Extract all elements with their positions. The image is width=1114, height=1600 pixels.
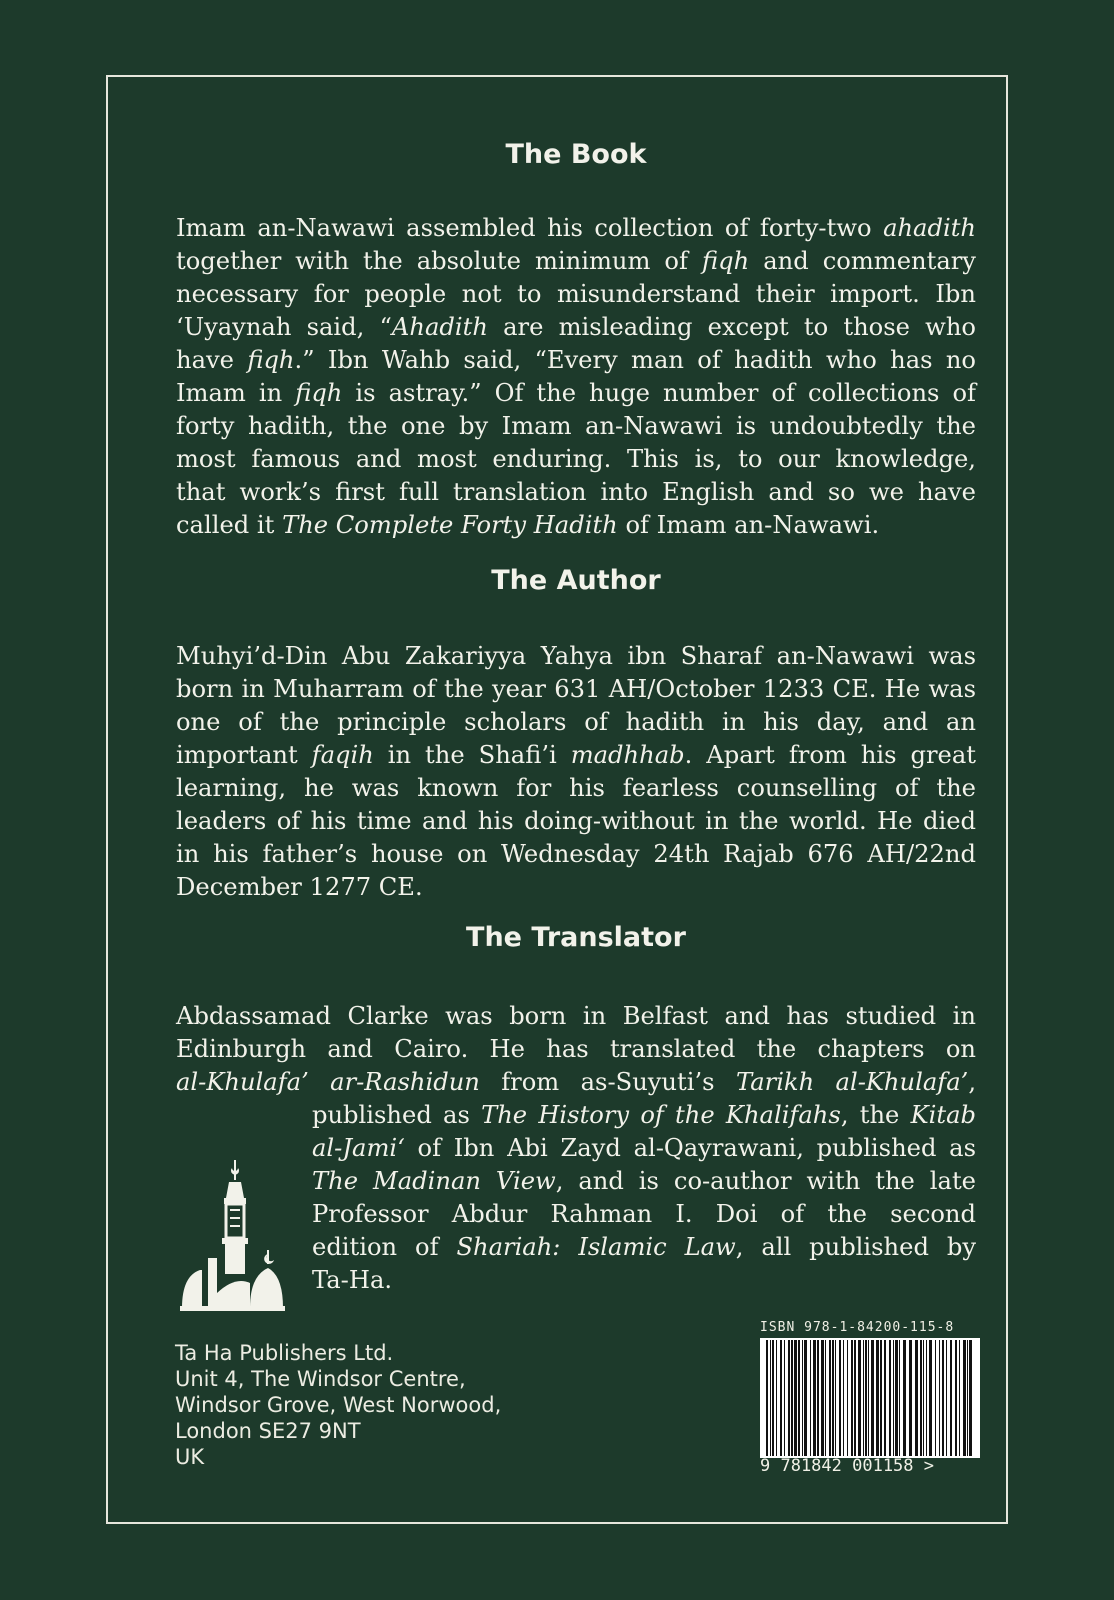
barcode-icon (760, 1338, 980, 1458)
barcode-bar (813, 1340, 816, 1456)
barcode-bar (903, 1340, 906, 1456)
barcode-bar (946, 1340, 947, 1456)
address-line: UK (175, 1445, 205, 1469)
barcode-bar (893, 1340, 894, 1456)
barcode-bar (923, 1340, 924, 1456)
barcode-bar (929, 1340, 932, 1456)
paragraph-line: Edinburgh and Cairo. He has translated the chapters on (176, 1035, 976, 1063)
barcode-bar (950, 1340, 952, 1456)
barcode-bar (839, 1340, 841, 1456)
italic-term: The Madinan View (312, 1167, 556, 1195)
italic-term: fiqh (701, 247, 750, 275)
address-line: Ta Ha Publishers Ltd. (175, 1341, 394, 1365)
barcode-bar (766, 1340, 768, 1456)
barcode-bar (843, 1340, 844, 1456)
address-line: Unit 4, The Windsor Centre, (175, 1367, 466, 1391)
barcode-bar (920, 1340, 922, 1456)
italic-term: fiqh (295, 379, 343, 407)
barcode-bar (955, 1340, 957, 1456)
barcode-bar (832, 1340, 834, 1456)
paragraph-line: together with the absolute minimum of fiqh and commentary (176, 247, 976, 275)
barcode-bar (909, 1340, 912, 1456)
paragraph-line: in his father’s house on Wednesday 24th Rajab 676 AH/22nd (176, 840, 976, 868)
heading-the-author: The Author (491, 565, 661, 596)
barcode-bar (942, 1340, 944, 1456)
paragraph-line: that work’s first full translation into English and so we have (176, 478, 976, 506)
minaret-publisher-logo-icon (180, 1158, 285, 1313)
barcode-bar (784, 1340, 785, 1456)
paragraph-line: al-Jami‘ of Ibn Abi Zayd al-Qayrawani, published as (312, 1134, 976, 1162)
barcode-bar (880, 1340, 882, 1456)
paragraph-line: The Madinan View, and is co-author with the late (312, 1167, 976, 1195)
paragraph-line: one of the principle scholars of hadith in his day, and an (176, 708, 976, 736)
italic-term: Tarikh al-Khulafa’ (735, 1068, 969, 1096)
barcode-bar (895, 1340, 898, 1456)
paragraph-line: most famous and most enduring. This is, to our knowledge, (176, 445, 976, 473)
paragraph-line: edition of Shariah: Islamic Law, all published by (312, 1233, 976, 1261)
barcode-bar (810, 1340, 811, 1456)
paragraph-line: necessary for people not to misunderstand their import. Ibn (176, 280, 976, 308)
paragraph-line: learning, he was known for his fearless counselling of the (176, 774, 976, 802)
publisher-address (175, 1340, 501, 1470)
paragraph-line: forty hadith, the one by Imam an-Nawawi is undoubtedly the (176, 412, 976, 440)
barcode-block (760, 1320, 980, 1480)
italic-term: Ahadith (391, 313, 488, 341)
paragraph-line: have fiqh.” Ibn Wahb said, “Every man of hadith who has no (176, 346, 976, 374)
paragraph-line: called it The Complete Forty Hadith of Imam an-Nawawi. (176, 511, 880, 539)
address-line: Windsor Grove, West Norwood, (175, 1393, 502, 1417)
paragraph-line: Professor Abdur Rahman I. Doi of the second (312, 1200, 976, 1228)
paragraph-line: Imam an-Nawawi assembled his collection of forty-two ahadith (176, 214, 976, 242)
barcode-bar (772, 1340, 774, 1456)
paragraph-line: important faqih in the Shafi’i madhhab. Apart from his great (176, 741, 976, 769)
paragraph-line: leaders of his time and his doing-without in the world. He died (176, 807, 976, 835)
address-line: London SE27 9NT (175, 1419, 361, 1443)
barcode-bar (776, 1340, 777, 1456)
barcode-bar (871, 1340, 874, 1456)
italic-term: faqih (311, 741, 374, 769)
barcode-bar (926, 1340, 927, 1456)
italic-term: The History of the Khalifahs (481, 1101, 841, 1129)
paragraph-line: December 1277 CE. (176, 873, 423, 901)
barcode-bar (791, 1340, 793, 1456)
paragraph-line: Muhyi’d-Din Abu Zakariyya Yahya ibn Sharaf an-Nawawi was (176, 642, 976, 670)
barcode-bar (821, 1340, 824, 1456)
paragraph-line: Ta-Ha. (312, 1266, 393, 1294)
barcode-bar (829, 1340, 831, 1456)
italic-term: Kitab (910, 1101, 977, 1129)
paragraph-line: al-Khulafa’ ar-Rashidun from as-Suyuti’s Tarikh al-Khulafa’, (176, 1068, 977, 1096)
heading-the-book: The Book (505, 139, 647, 170)
barcode-bar (817, 1340, 819, 1456)
barcode-bar (847, 1340, 848, 1456)
barcode-bar (854, 1340, 856, 1456)
italic-term: al-Jami‘ (312, 1134, 405, 1162)
barcode-bar (802, 1340, 803, 1456)
paragraph-the-translator (176, 1000, 976, 1297)
paragraph-the-author (176, 640, 976, 904)
barcode-bar (825, 1340, 826, 1456)
barcode-bar (770, 1340, 771, 1456)
barcode-bar (798, 1340, 800, 1456)
barcode-bar (889, 1340, 891, 1456)
barcode-bar (863, 1340, 864, 1456)
barcode-bar (780, 1340, 782, 1456)
barcode-bar (959, 1340, 960, 1456)
barcode-bar (884, 1340, 886, 1456)
paragraph-line: Abdassamad Clarke was born in Belfast and has studied in (176, 1002, 976, 1030)
paragraph-the-book (176, 212, 976, 542)
barcode-digits: 9 781842 001158 > (760, 1456, 934, 1476)
heading-the-translator: The Translator (466, 922, 686, 953)
italic-term: madhhab (570, 741, 685, 769)
barcode-bar (963, 1340, 966, 1456)
italic-term: ahadith (883, 214, 976, 242)
paragraph-line: published as The History of the Khalifahs, the Kitab (312, 1101, 977, 1129)
barcode-bar (804, 1340, 807, 1456)
paragraph-line: Imam in fiqh is astray.” Of the huge number of collections of (176, 379, 976, 407)
barcode-bar (967, 1340, 968, 1456)
barcode-bar (835, 1340, 836, 1456)
paragraph-line: born in Muharram of the year 631 AH/October 1233 CE. He was (176, 675, 976, 703)
italic-term: fiqh (247, 346, 295, 374)
paragraph-line: ‘Uyaynah said, “Ahadith are misleading except to those who (176, 313, 976, 341)
barcode-bar (868, 1340, 869, 1456)
italic-term: al-Khulafa’ ar-Rashidun (176, 1068, 480, 1096)
barcode-bar (915, 1340, 918, 1456)
barcode-bar (865, 1340, 867, 1456)
barcode-bar (876, 1340, 879, 1456)
italic-term: Shariah: Islamic Law (456, 1233, 736, 1261)
barcode-bar (939, 1340, 940, 1456)
barcode-bar (899, 1340, 900, 1456)
barcode-bar (851, 1340, 853, 1456)
barcode-bar (935, 1340, 936, 1456)
barcode-bar (969, 1340, 972, 1456)
barcode-bar (858, 1340, 861, 1456)
barcode-bar (788, 1340, 790, 1456)
barcode-bar (794, 1340, 797, 1456)
italic-term: The Complete Forty Hadith (282, 511, 618, 539)
isbn-label: ISBN 978-1-84200-115-8 (760, 1320, 955, 1335)
